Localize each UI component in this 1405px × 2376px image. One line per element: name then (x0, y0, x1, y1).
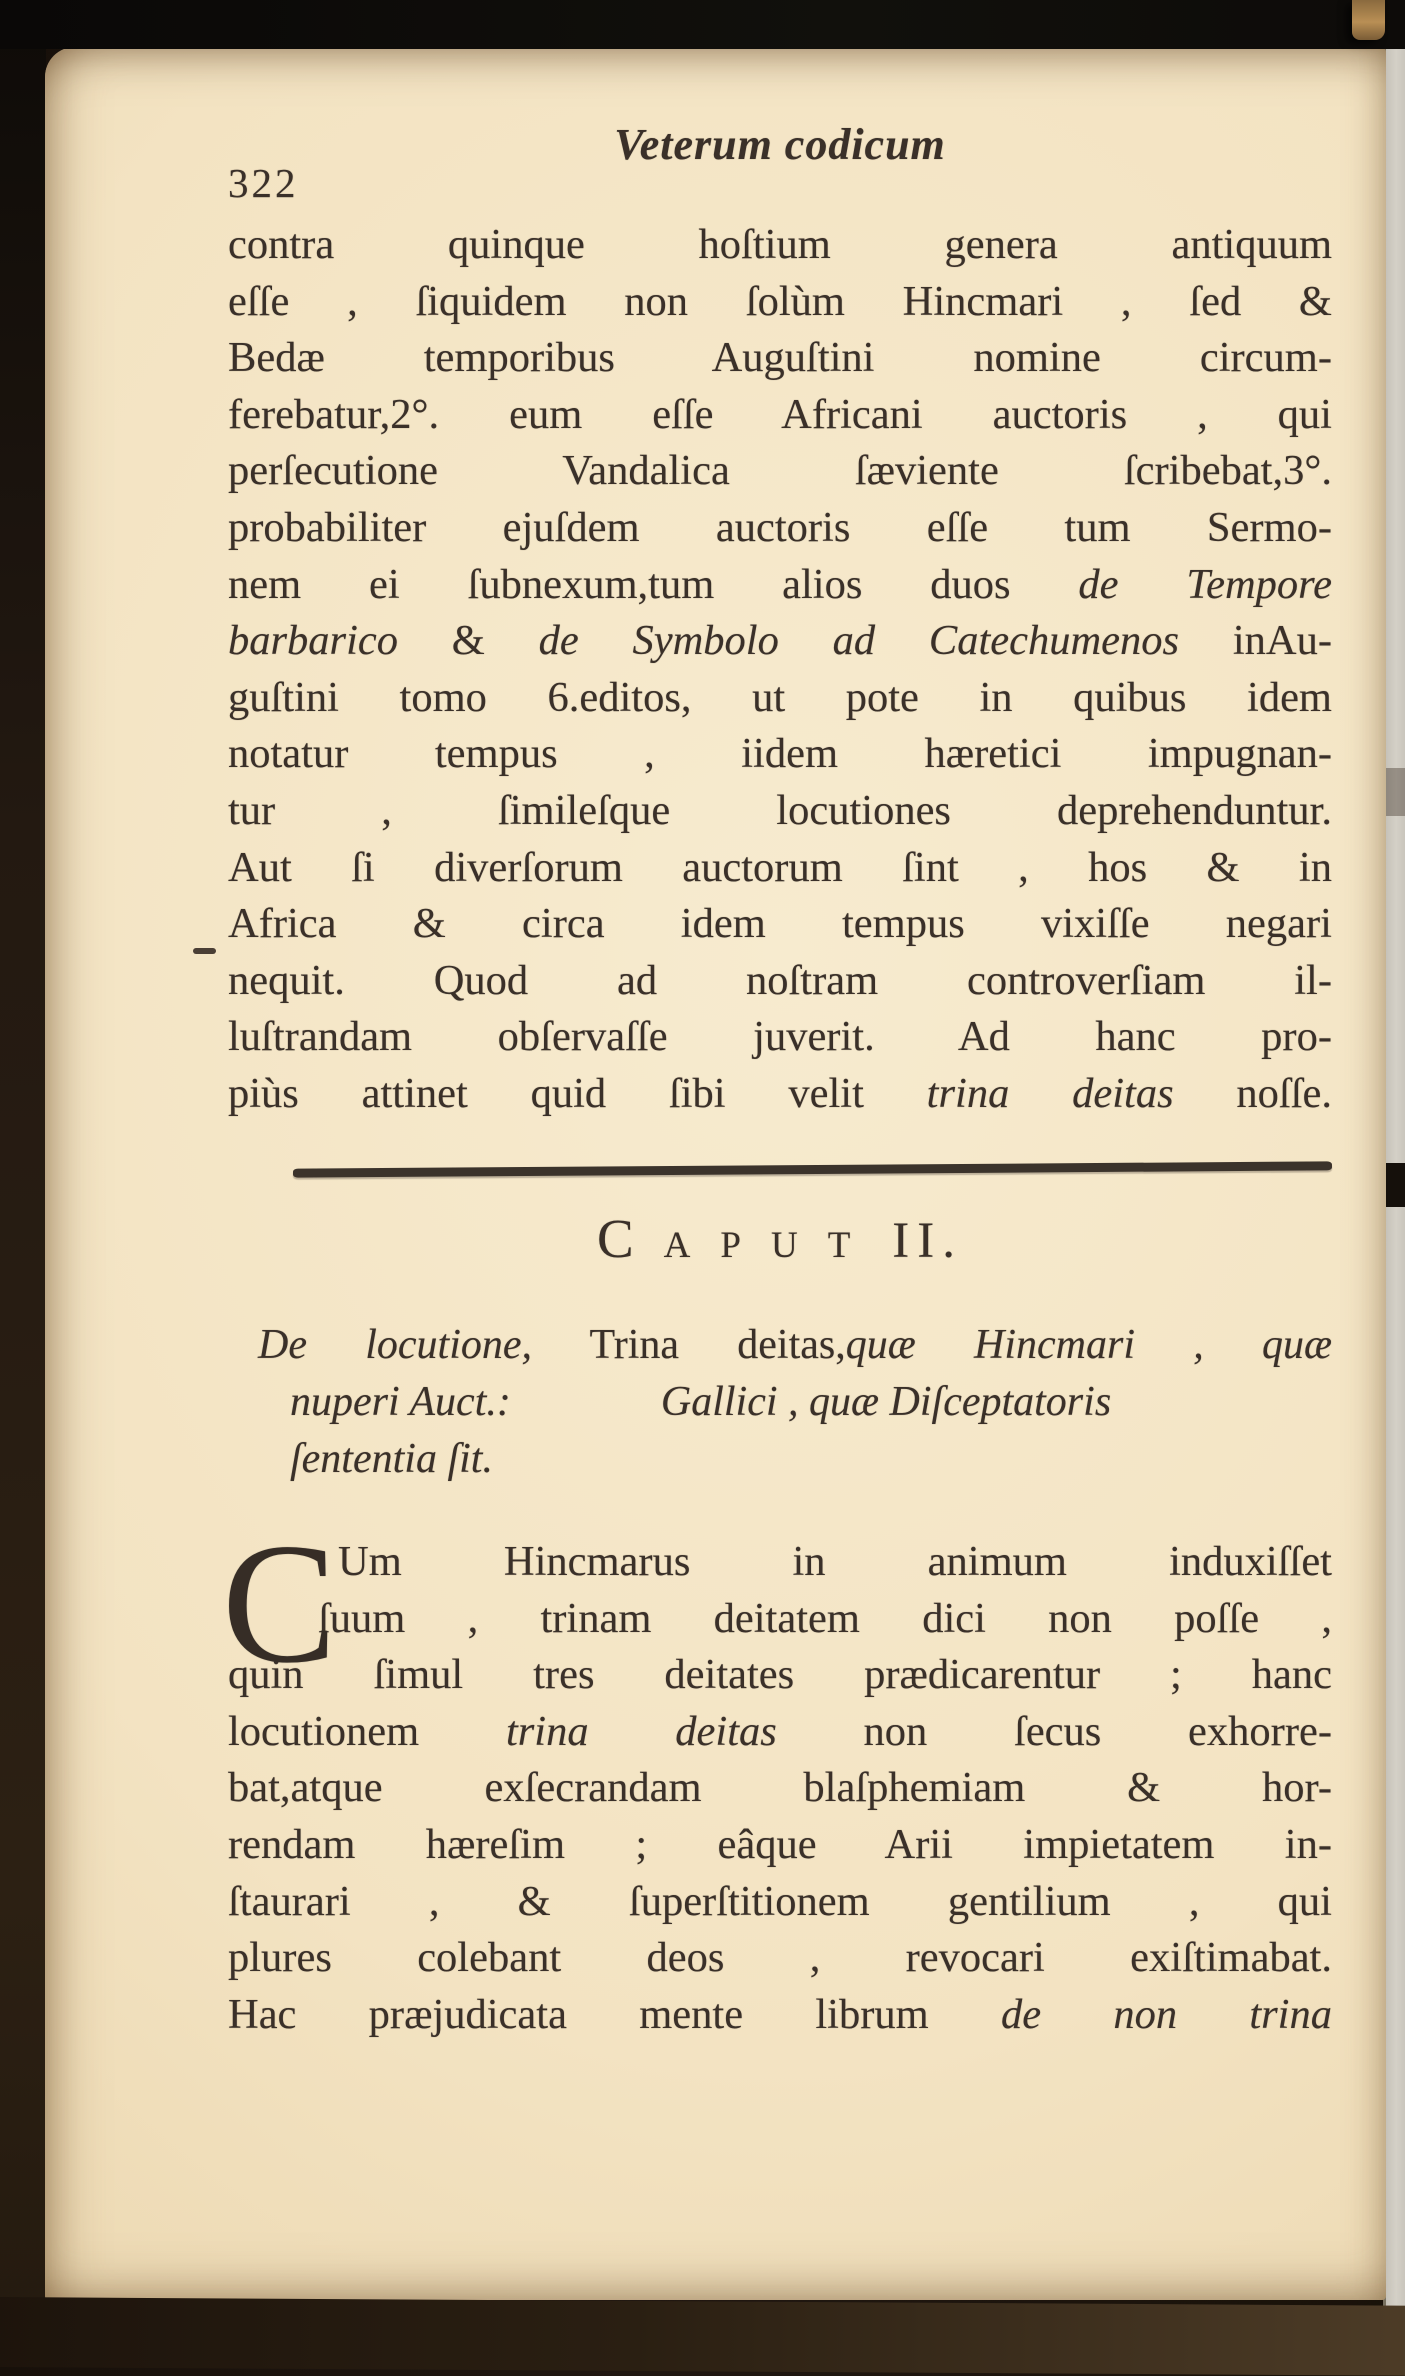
scan-border-bottom (0, 2297, 1405, 2376)
paragraph-1 (228, 217, 1332, 1123)
chapter-heading-word: APUT (663, 1225, 881, 1266)
page-number: 322 (228, 160, 299, 206)
scan-border-left (0, 0, 46, 2355)
text-line: nequit. Quod ad noſtram controverſiam il- (228, 956, 1332, 1004)
text-line: bat,atque exſecrandam blaſphemiam & hor- (228, 1764, 1332, 1812)
text-line: locutionem trina deitas non ſecus exhorre- (228, 1707, 1332, 1755)
text-line: piùs attinet quid ſibi velit trina deitas noſſe. (228, 1069, 1332, 1117)
chapter-heading-initial: C (596, 1208, 664, 1269)
text-line: guſtini tomo 6.editos, ut pote in quibus idem (228, 673, 1332, 721)
scan-edge-dark-patch (1385, 1163, 1405, 1207)
text-line: nem ei ſubnexum,tum alios duos de Tempore (228, 560, 1332, 608)
text-line: ſuum , trinam deitatem dici non poſſe , (318, 1594, 1332, 1642)
text-line: tur , ſimileſque locutiones deprehenduntur. (228, 786, 1332, 834)
book-page (45, 47, 1386, 2300)
section-divider-rule (293, 1161, 1332, 1177)
text-line: Um Hincmarus in animum induxiſſet (338, 1538, 1332, 1585)
chapter-heading-numeral: II. (892, 1213, 964, 1269)
paragraph-2 (222, 1509, 1332, 2043)
text-line: ferebatur,2°. eum eſſe Africani auctoris , qui (228, 390, 1332, 438)
text-line: notatur tempus , iidem hæretici impugnan- (228, 730, 1332, 778)
subtitle-line: ſententia ſit. (290, 1436, 493, 1482)
scan-border-top (0, 0, 1405, 49)
text-line: eſſe , ſiquidem non ſolùm Hincmari , ſed & (228, 277, 1332, 325)
drop-cap: C (222, 1509, 337, 1699)
text-line: perſecutione Vandalica ſæviente ſcribebat,3°. (228, 447, 1332, 495)
text-line: Hac præjudicata mente librum de non trina (228, 1990, 1332, 2038)
text-line: quin ſimul tres deitates prædicarentur ; hanc (228, 1651, 1332, 1699)
scan-edge-smudge (1383, 768, 1405, 816)
text-line: barbarico & de Symbolo ad Catechumenos inAu- (228, 617, 1333, 665)
text-line: Aut ſi diverſorum auctorum ſint , hos & in (228, 843, 1332, 891)
running-title: Veterum codicum (614, 120, 946, 169)
text-line: rendam hæreſim ; eâque Arii impietatem in- (228, 1820, 1332, 1868)
chapter-subtitle (258, 1317, 1332, 1488)
text-line: contra quinque hoſtium genera antiquum (228, 221, 1332, 268)
text-line: Bedæ temporibus Auguſtini nomine circum- (228, 334, 1332, 382)
binding-fragment (1352, 0, 1385, 40)
subtitle-line: nuperi Auct.: Gallici , quæ Diſceptatoris (290, 1379, 1112, 1425)
chapter-heading (228, 1207, 1332, 1270)
text-line: probabiliter ejuſdem auctoris eſſe tum Sermo- (228, 503, 1332, 551)
text-line: ſtaurari , & ſuperſtitionem gentilium , qui (228, 1877, 1332, 1925)
text-line: plures colebant deos , revocari exiſtimabat. (228, 1934, 1332, 1982)
subtitle-line: De locutione, Trina deitas,quæ Hincmari , quæ (258, 1322, 1333, 1368)
margin-mark (193, 948, 216, 954)
text-line: luſtrandam obſervaſſe juverit. Ad hanc pro- (228, 1013, 1332, 1061)
text-line: Africa & circa idem tempus vixiſſe negari (228, 900, 1332, 948)
